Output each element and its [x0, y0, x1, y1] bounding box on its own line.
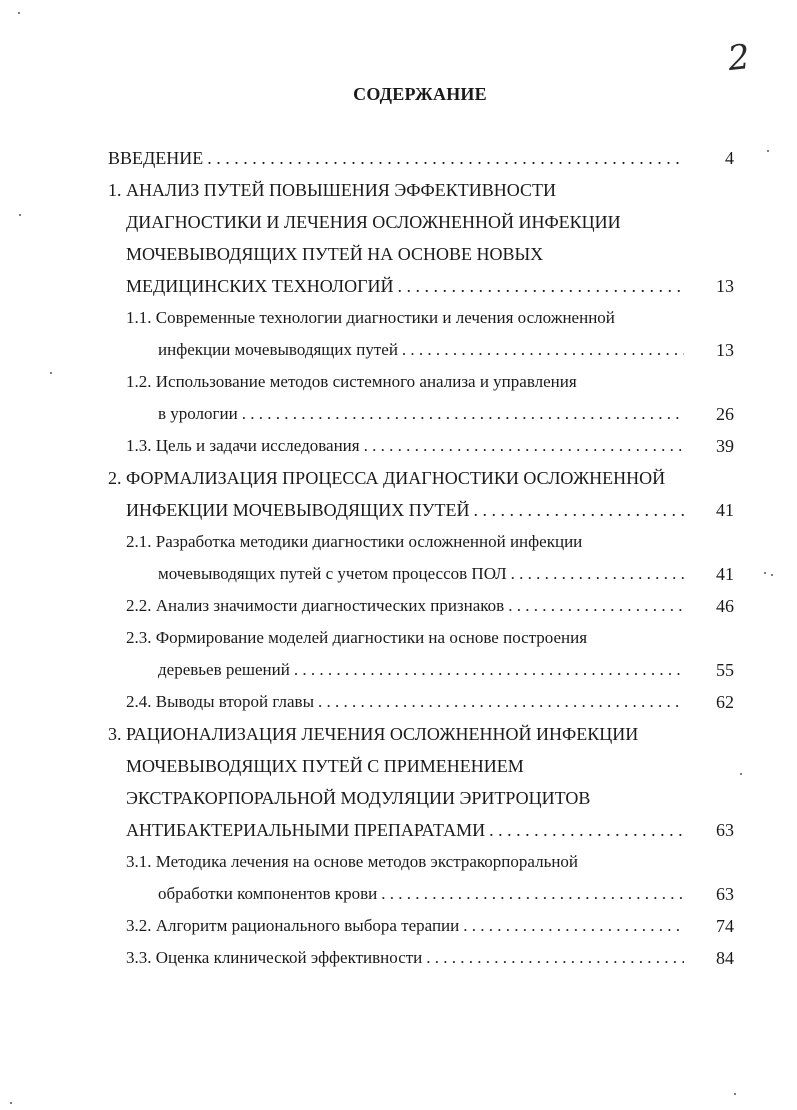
- toc-section-2-3-line-2: деревьев решений . . .: [158, 654, 688, 686]
- toc-page-number: 84: [716, 948, 734, 968]
- toc-section-2-4: 2.4. Выводы второй главы . . .: [126, 686, 688, 718]
- dot-leader: [398, 270, 685, 302]
- toc-section-2-1-line-1: 2.1. Разработка методики диагностики осложненной инфекции: [126, 532, 583, 551]
- toc-section-1-1-line-2: инфекции мочевыводящих путей . . .: [158, 334, 688, 366]
- toc-section-2-3-line-1: 2.3. Формирование моделей диагностики на основе построения: [126, 628, 588, 647]
- toc-chapter-2-line-1: 2. ФОРМАЛИЗАЦИЯ ПРОЦЕССА ДИАГНОСТИКИ ОСЛОЖНЕННОЙ: [108, 468, 666, 488]
- dot-leader: [318, 686, 684, 718]
- toc-chapter-1-line-3: МОЧЕВЫВОДЯЩИХ ПУТЕЙ НА ОСНОВЕ НОВЫХ: [126, 244, 544, 264]
- toc-section-1-1-line-1: 1.1. Современные технологии диагностики и лечения осложненной: [126, 308, 615, 327]
- scan-speck: [740, 773, 742, 775]
- handwritten-page-number: 2: [725, 36, 752, 80]
- dot-leader: [402, 334, 684, 366]
- toc-chapter-1-line-2: ДИАГНОСТИКИ И ЛЕЧЕНИЯ ОСЛОЖНЕННОЙ ИНФЕКЦИИ: [126, 212, 621, 232]
- page-title: СОДЕРЖАНИЕ: [353, 84, 487, 104]
- toc-page-number: 26: [716, 404, 734, 424]
- scan-speck: [10, 1102, 12, 1104]
- toc-page-number: 74: [716, 916, 734, 936]
- toc-page-number: 4: [725, 148, 734, 168]
- toc-chapter-1-line-4: МЕДИЦИНСКИХ ТЕХНОЛОГИЙ . . .: [126, 270, 688, 302]
- dot-leader: [463, 910, 684, 942]
- dot-leader: [294, 654, 684, 686]
- toc-entry-label: ВВЕДЕНИЕ: [108, 148, 204, 168]
- scan-speck: [18, 12, 20, 14]
- toc-section-3-1-line-2: обработки компонентов крови . . .: [158, 878, 688, 910]
- toc-page-number: 41: [716, 500, 734, 520]
- dot-leader: [426, 942, 684, 974]
- toc-chapter-3-line-3: ЭКСТРАКОРПОРАЛЬНОЙ МОДУЛЯЦИИ ЭРИТРОЦИТОВ: [126, 788, 591, 808]
- dot-leader: [473, 494, 684, 526]
- toc-chapter-3-line-2: МОЧЕВЫВОДЯЩИХ ПУТЕЙ С ПРИМЕНЕНИЕМ: [126, 756, 524, 776]
- toc-section-1-2-line-2: в урологии . . .: [158, 398, 688, 430]
- scan-speck: [767, 150, 769, 152]
- toc-chapter-2-line-2: ИНФЕКЦИИ МОЧЕВЫВОДЯЩИХ ПУТЕЙ . . .: [126, 494, 688, 526]
- toc-section-3-1-line-1: 3.1. Методика лечения на основе методов экстракорпоральной: [126, 852, 579, 871]
- scan-speck: [764, 572, 766, 574]
- dot-leader: [508, 590, 684, 622]
- toc-entry-intro: [108, 142, 688, 174]
- scan-speck: [734, 1093, 736, 1095]
- dot-leader: [242, 398, 684, 430]
- toc-page-number: 62: [716, 692, 734, 712]
- dot-leader: [489, 814, 684, 846]
- scan-speck: [771, 574, 773, 576]
- dot-leader: [207, 142, 684, 174]
- toc-chapter-3-line-4: АНТИБАКТЕРИАЛЬНЫМИ ПРЕПАРАТАМИ . . .: [126, 814, 688, 846]
- toc-page-number: 55: [716, 660, 734, 680]
- toc-page-number: 46: [716, 596, 734, 616]
- toc-page-number: 41: [716, 564, 734, 584]
- toc-section-1-2-line-1: 1.2. Использование методов системного анализа и управления: [126, 372, 577, 391]
- toc-chapter-3-line-1: 3. РАЦИОНАЛИЗАЦИЯ ЛЕЧЕНИЯ ОСЛОЖНЕННОЙ ИНФЕКЦИИ: [108, 724, 639, 744]
- toc-page-number: 63: [716, 820, 734, 840]
- toc-page-number: 13: [716, 276, 734, 296]
- toc-page-number: 63: [716, 884, 734, 904]
- toc-page-number: 39: [716, 436, 734, 456]
- dot-leader: [511, 558, 684, 590]
- toc-section-2-2: 2.2. Анализ значимости диагностических признаков . . .: [126, 590, 688, 622]
- toc-section-3-3: 3.3. Оценка клинической эффективности . . .: [126, 942, 688, 974]
- toc-section-1-3: 1.3. Цель и задачи исследования . . .: [126, 430, 688, 462]
- scan-speck: [19, 214, 21, 216]
- toc-section-3-2: 3.2. Алгоритм рационального выбора терапии . . .: [126, 910, 688, 942]
- toc-chapter-1-line-1: 1. АНАЛИЗ ПУТЕЙ ПОВЫШЕНИЯ ЭФФЕКТИВНОСТИ: [108, 180, 556, 200]
- toc-section-2-1-line-2: мочевыводящих путей с учетом процессов ПОЛ . . .: [158, 558, 688, 590]
- dot-leader: [364, 430, 684, 462]
- dot-leader: [381, 878, 684, 910]
- toc-page-number: 13: [716, 340, 734, 360]
- scan-speck: [50, 372, 52, 374]
